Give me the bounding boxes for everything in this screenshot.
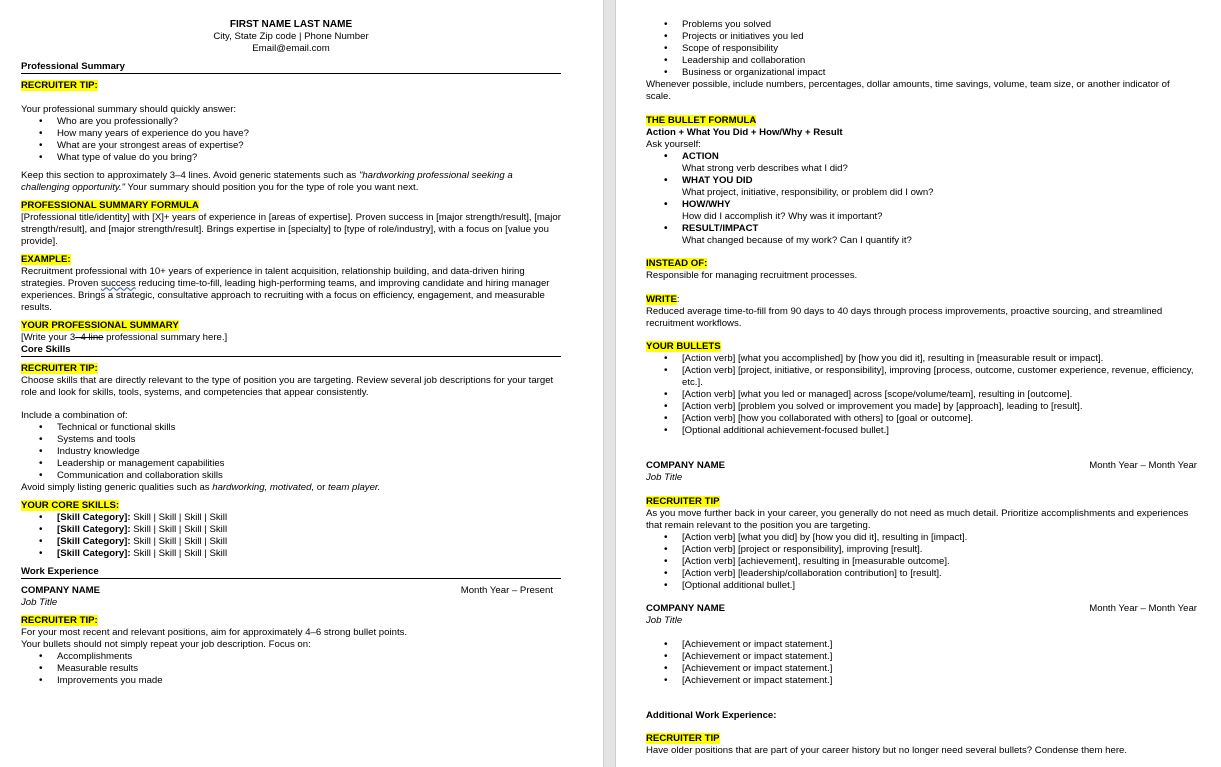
skill-values: Skill | Skill | Skill | Skill [130, 524, 228, 535]
job-title: Job Title [646, 615, 683, 626]
job-title: Job Title [21, 597, 58, 608]
list-item: • Who are you professionally? [57, 116, 561, 128]
list-item: • Projects or initiatives you led [682, 31, 1197, 43]
formula-text: [Professional title/identity] with [X]+ years of experience in [areas of expertise]. Proven success in [major strength/result], [major strength/result], and [major strength/result]. Brings expertise in [specialty] to [type of role/industry], with a focus on [value you provide]. [21, 211, 561, 247]
list-item: • WHAT YOU DID [682, 175, 1197, 187]
list-item: • [Achievement or impact statement.] [682, 675, 1197, 687]
job-header [21, 585, 561, 597]
list-item: • Technical or functional skills [57, 422, 561, 434]
quantify-note: Whenever possible, include numbers, percentages, dollar amounts, time savings, volume, team size, or another indicator of scale. [646, 79, 1170, 102]
tracked-deletion: –4 line [75, 331, 104, 343]
older-job-bullets [646, 532, 1197, 592]
emphasis: team player. [328, 482, 381, 493]
list-item: • Industry knowledge [57, 446, 561, 458]
skills-types-list [21, 422, 561, 482]
list-item: • [Achievement or impact statement.] [682, 663, 1197, 675]
skill-values: Skill | Skill | Skill | Skill [130, 512, 228, 523]
summary-intro: Your professional summary should quickly answer: [21, 103, 237, 115]
page-gutter [603, 0, 616, 767]
text: reducing time-to-fill, leading high-performing teams, and improving candidate and hiring manager experiences. Brings a strategic, consultative approach to recruiting with a focus on efficiency, engagement, and measurable results. [21, 277, 550, 313]
text: Your summary should position you for the type of role you want next. [125, 181, 419, 193]
list-item: • What type of value do you bring? [57, 152, 561, 164]
your-bullets-list [646, 353, 1197, 437]
section-heading-work-experience: Work Experience [21, 566, 561, 579]
list-item: • Business or organizational impact [682, 67, 1197, 79]
skill-category-label: [Skill Category]: [57, 548, 131, 559]
job-dates: Month Year – Month Year [1089, 603, 1197, 614]
list-item: • [Optional additional bullet.] [682, 580, 1197, 592]
job-header [646, 460, 1197, 472]
list-item: • Leadership and collaboration [682, 55, 1197, 67]
formula-label: PROFESSIONAL SUMMARY FORMULA [21, 199, 199, 211]
list-item [57, 524, 561, 536]
recruiter-tip-label: RECRUITER TIP: [21, 362, 98, 374]
list-item: • Leadership or management capabilities [57, 458, 561, 470]
company-name: COMPANY NAME [21, 585, 101, 596]
list-item [57, 548, 561, 560]
formula-steps-list [646, 199, 1197, 211]
your-bullets-label: YOUR BULLETS [646, 341, 721, 352]
summary-length-note [21, 170, 561, 194]
formula-steps-list [646, 223, 1197, 235]
example-label: EXAMPLE: [21, 253, 71, 265]
list-item: • Communication and collaboration skills [57, 470, 561, 482]
text: Keep this section to approximately 3–4 lines. Avoid generic statements such as [21, 169, 359, 181]
skill-category-label: [Skill Category]: [57, 524, 131, 535]
tip2-text: As you move further back in your career, you generally do not need as much detail. Prioritize accomplishments and experiences that remain relevant to the position you are targeting. [646, 507, 1189, 531]
example-text [21, 266, 561, 314]
work-tip-line-2: Your bullets should not simply repeat your job description. Focus on: [21, 639, 311, 650]
write-label: WRITE [646, 293, 677, 305]
step-question: What project, initiative, responsibility, or problem did I own? [682, 186, 934, 198]
email-line: Email@email.com [252, 43, 330, 54]
your-summary-placeholder [21, 332, 561, 344]
document-page-left [0, 0, 603, 767]
document-page-right [616, 0, 1221, 767]
skill-category-label: [Skill Category]: [57, 512, 131, 523]
bullet-formula-text: Action + What You Did + How/Why + Result [646, 126, 843, 138]
skill-category-label: [Skill Category]: [57, 536, 131, 547]
recruiter-tip-label: RECRUITER TIP: [21, 80, 98, 91]
list-item: • HOW/WHY [682, 199, 1197, 211]
instead-of-text: Responsible for managing recruitment processes. [646, 270, 858, 281]
job-dates: Month Year – Month Year [1089, 460, 1197, 471]
list-item: • How many years of experience do you have? [57, 128, 561, 140]
text: Recruitment professional with 10+ years of experience in talent acquisition, relationship building, and data-driven hiring strategies. Proven [21, 265, 525, 289]
text: professional summary here.] [103, 331, 228, 343]
list-item [57, 512, 561, 524]
list-item: • [Action verb] [what you led or managed] across [scope/volume/team], resulting in [outcome]. [682, 389, 1197, 401]
recruiter-tip-label: RECRUITER TIP [646, 733, 720, 744]
work-focus-list-continued [646, 19, 1197, 79]
your-summary-label: YOUR PROFESSIONAL SUMMARY [21, 319, 179, 331]
skill-category-list [21, 512, 561, 560]
step-question: How did I accomplish it? Why was it important? [682, 210, 883, 222]
list-item: • [Action verb] [what you did] by [how you did it], resulting in [impact]. [682, 532, 1197, 544]
list-item: • Improvements you made [57, 675, 561, 687]
text: Avoid simply listing generic qualities such as [21, 482, 213, 493]
text: : [676, 293, 680, 305]
list-item: • [Action verb] [problem you solved or improvement you made] by [approach], leading to [result]. [682, 401, 1197, 413]
step-question: What strong verb describes what I did? [682, 162, 848, 174]
company-name: COMPANY NAME [646, 603, 726, 614]
list-item: • [Action verb] [how you collaborated with others] to [goal or outcome]. [682, 413, 1197, 425]
list-item: • ACTION [682, 151, 1197, 163]
list-item: • [Action verb] [achievement], resulting in [measurable outcome]. [682, 556, 1197, 568]
skill-values: Skill | Skill | Skill | Skill [130, 548, 228, 559]
bullet-formula-label: THE BULLET FORMULA [646, 114, 757, 126]
list-item: • RESULT/IMPACT [682, 223, 1197, 235]
section-heading-core-skills: Core Skills [21, 344, 561, 357]
list-item: • Measurable results [57, 663, 561, 675]
quoted-example: "hardworking professional seeking a challenging opportunity." [21, 169, 513, 193]
list-item: • [Action verb] [what you accomplished] by [how you did it], resulting in [measurable result or impact]. [682, 353, 1197, 365]
work-tip-line-1: For your most recent and relevant positions, aim for approximately 4–6 strong bullet points. [21, 627, 408, 638]
emphasis: hardworking, motivated, [212, 482, 315, 493]
list-item: • What are your strongest areas of expertise? [57, 140, 561, 152]
instead-of-label: INSTEAD OF: [646, 258, 708, 269]
recruiter-tip-label: RECRUITER TIP [646, 495, 720, 507]
text: [Write your 3 [21, 331, 76, 343]
list-item: • [Optional additional achievement-focused bullet.] [682, 425, 1197, 437]
list-item: • Problems you solved [682, 19, 1197, 31]
list-item: • [Achievement or impact statement.] [682, 639, 1197, 651]
list-item [57, 536, 561, 548]
additional-work-heading: Additional Work Experience: [646, 709, 777, 721]
list-item: • Scope of responsibility [682, 43, 1197, 55]
skills-tip-text: Choose skills that are directly relevant to the type of position you are targeting. Review several job descriptions for your target role and look for skills, tools, systems, and competencies that appear consistently. [21, 374, 554, 398]
your-core-skills-label: YOUR CORE SKILLS: [21, 500, 120, 511]
section-heading-professional-summary: Professional Summary [21, 61, 561, 74]
work-focus-list [21, 651, 561, 687]
text: or [314, 482, 328, 493]
write-text: Reduced average time-to-fill from 90 days to 40 days through process improvements, proactive sourcing, and streamlined recruitment workflows. [646, 305, 1163, 329]
list-item: • [Achievement or impact statement.] [682, 651, 1197, 663]
skills-include-intro: Include a combination of: [21, 410, 128, 421]
company-name: COMPANY NAME [646, 460, 726, 471]
skill-values: Skill | Skill | Skill | Skill [130, 536, 228, 547]
skills-avoid-note [21, 482, 561, 494]
job-title: Job Title [646, 472, 683, 483]
list-item: • [Action verb] [leadership/collaboration contribution] to [result]. [682, 568, 1197, 580]
list-item: • [Action verb] [project or responsibility], improving [result]. [682, 544, 1197, 556]
tip3-text: Have older positions that are part of your career history but no longer need several bullets? Condense them here. [646, 745, 1128, 756]
list-item: • Accomplishments [57, 651, 561, 663]
step-question: What changed because of my work? Can I quantify it? [682, 234, 912, 246]
spellcheck-word: success [101, 277, 136, 289]
list-item: • [Action verb] [project, initiative, or responsibility], improving [process, outcome, customer experience, revenue, efficiency, etc.]. [682, 365, 1197, 389]
resume-name: FIRST NAME LAST NAME [229, 19, 353, 30]
recruiter-tip-label: RECRUITER TIP: [21, 615, 98, 626]
summary-questions-list [21, 116, 561, 164]
achievement-list [646, 639, 1197, 687]
ask-yourself: Ask yourself: [646, 138, 701, 150]
list-item: • Systems and tools [57, 434, 561, 446]
formula-steps-list [646, 175, 1197, 187]
job-header [646, 603, 1197, 615]
formula-steps-list [646, 151, 1197, 163]
contact-line: City, State Zip code | Phone Number [213, 31, 369, 42]
job-dates: Month Year – Present [460, 585, 553, 596]
